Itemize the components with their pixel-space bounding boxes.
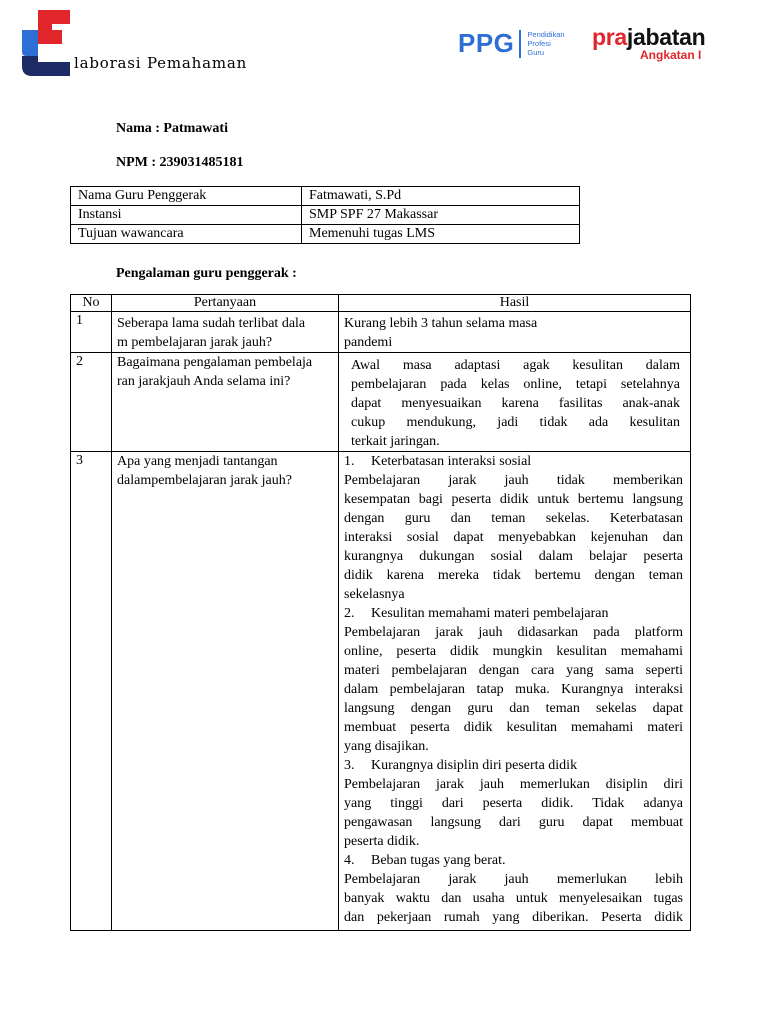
prajabatan-part2: jabatan: [626, 24, 706, 50]
table-row: [71, 452, 691, 931]
challenge-title-text: Kesulitan memahami materi pembelajaran: [371, 606, 609, 621]
challenge-number: 2.: [344, 606, 355, 621]
answer-line: Pembelajaran jarak jauh memerlukan lebih: [344, 872, 683, 887]
answer-line: materi pembelajaran dengan cara yang sama seperti: [344, 663, 683, 678]
question-line: dalampembelajaran jarak jauh?: [117, 473, 292, 488]
section-title: Pengalaman guru penggerak :: [116, 266, 297, 281]
challenge-number: 4.: [344, 853, 355, 868]
challenge-number: 1.: [344, 454, 355, 469]
info-label: Instansi: [71, 206, 302, 225]
info-value: Memenuhi tugas LMS: [302, 225, 580, 244]
prajabatan-wordmark: [592, 26, 705, 48]
answer-line: pengawasan langsung dari guru dapat membuat: [344, 815, 683, 830]
question-line: Bagaimana pengalaman pembelaja: [117, 355, 313, 370]
question-cell: [112, 452, 339, 931]
challenge-title-text: Keterbatasan interaksi sosial: [371, 454, 532, 469]
ppg-subtitle: [527, 30, 564, 57]
header-title: laborasi Pemahaman: [74, 54, 248, 72]
answer-line: cukup mendukung, jadi tidak ada kesulitan: [351, 415, 680, 430]
challenge-title-text: Beban tugas yang berat.: [371, 853, 506, 868]
answer-line: dalam pembelajaran tatap muka. Kurangnya interaksi: [344, 682, 683, 697]
ppg-divider: [519, 30, 521, 58]
question-line: m pembelajaran jarak jauh?: [117, 335, 273, 350]
answer-line: didik karena mereka tidak bertemu dengan teman: [344, 568, 683, 583]
row-number: 1: [71, 312, 112, 353]
table-row: [71, 353, 691, 452]
question-cell: [112, 312, 339, 353]
answer-line: yang disajikan.: [344, 739, 429, 754]
ppg-sub-line: Pendidikan: [527, 30, 565, 39]
question-line: Seberapa lama sudah terlibat dala: [117, 316, 306, 331]
answer-cell: [339, 312, 691, 353]
challenge-title-text: Kurangnya disiplin diri peserta didik: [371, 758, 578, 773]
question-line: Apa yang menjadi tantangan: [117, 454, 278, 469]
answer-line: dan pekerjaan rumah yang diberikan. Peserta didik: [344, 910, 683, 925]
prajabatan-logo: [592, 24, 706, 62]
ppg-logo: [458, 28, 565, 59]
answer-line: interaksi sosial dapat menyebabkan kejenuhan dan: [344, 530, 683, 545]
challenge-title: [344, 851, 683, 870]
answer-line: kurangnya dukungan sosial dalam belajar peserta: [344, 549, 683, 564]
answer-line: langsung dengan guru dan teman sekelas dapat: [344, 701, 683, 716]
answer-line: Pembelajaran jarak jauh memerlukan disiplin diri: [344, 777, 683, 792]
table-header-row: [71, 295, 691, 312]
challenge-number: 3.: [344, 758, 355, 773]
row-number: 3: [71, 452, 112, 931]
header-no: No: [71, 295, 112, 312]
answer-line: dengan guru dan teman sekelas. Keterbatasan: [344, 511, 683, 526]
table-row: [71, 312, 691, 353]
prajabatan-part1: pra: [592, 24, 627, 50]
header-result: Hasil: [339, 295, 691, 312]
answer-line: pembelajaran pada kelas online, tetapi setelahnya: [351, 377, 680, 392]
answer-line: yang tinggi dari peserta didik. Tidak adanya: [344, 796, 683, 811]
ppg-sub-line: Guru: [527, 48, 545, 57]
answer-line: pandemi: [344, 335, 393, 350]
info-table: [70, 186, 580, 244]
answer-line: kesempatan bagi peserta didik untuk bertemu langsung: [344, 492, 683, 507]
question-cell: [112, 353, 339, 452]
table-row: [71, 206, 580, 225]
info-value: SMP SPF 27 Makassar: [302, 206, 580, 225]
prajabatan-angkatan: Angkatan I: [640, 48, 702, 62]
header-question: Pertanyaan: [112, 295, 339, 312]
ppg-sub-line: Profesi: [527, 39, 551, 48]
challenge-title: [344, 604, 683, 623]
answer-line: Pembelajaran jarak jauh didasarkan pada platform: [344, 625, 683, 640]
answer-line: sekelasnya: [344, 587, 405, 602]
challenge-title: [344, 452, 683, 471]
table-row: [71, 225, 580, 244]
answer-cell: [339, 452, 691, 931]
table-row: [71, 187, 580, 206]
row-number: 2: [71, 353, 112, 452]
answer-line: peserta didik.: [344, 834, 420, 849]
answer-line: terkait jaringan.: [351, 434, 440, 449]
answer-cell: [339, 353, 691, 452]
student-npm: NPM : 239031485181: [116, 155, 244, 170]
answer-line: online, peserta didik mungkin kesulitan memahami: [344, 644, 683, 659]
answer-line: membuat peserta didik kesulitan memahami materi: [344, 720, 683, 735]
interview-table: [70, 294, 691, 931]
info-label: Tujuan wawancara: [71, 225, 302, 244]
info-value: Fatmawati, S.Pd: [302, 187, 580, 206]
answer-line: Awal masa adaptasi agak kesulitan dalam: [351, 358, 680, 373]
answer-line: banyak waktu dan usaha untuk menyelesaikan tugas: [344, 891, 683, 906]
elaborasi-logo-icon: [18, 10, 76, 76]
student-name: Nama : Patmawati: [116, 121, 228, 136]
answer-line: dapat menyesuaikan karena fasilitas anak-anak: [351, 396, 680, 411]
answer-line: Kurang lebih 3 tahun selama masa: [344, 316, 538, 331]
info-label: Nama Guru Penggerak: [71, 187, 302, 206]
ppg-label: PPG: [458, 28, 515, 58]
question-line: ran jarakjauh Anda selama ini?: [117, 374, 291, 389]
answer-line: Pembelajaran jarak jauh tidak memberikan: [344, 473, 683, 488]
challenge-title: [344, 756, 683, 775]
